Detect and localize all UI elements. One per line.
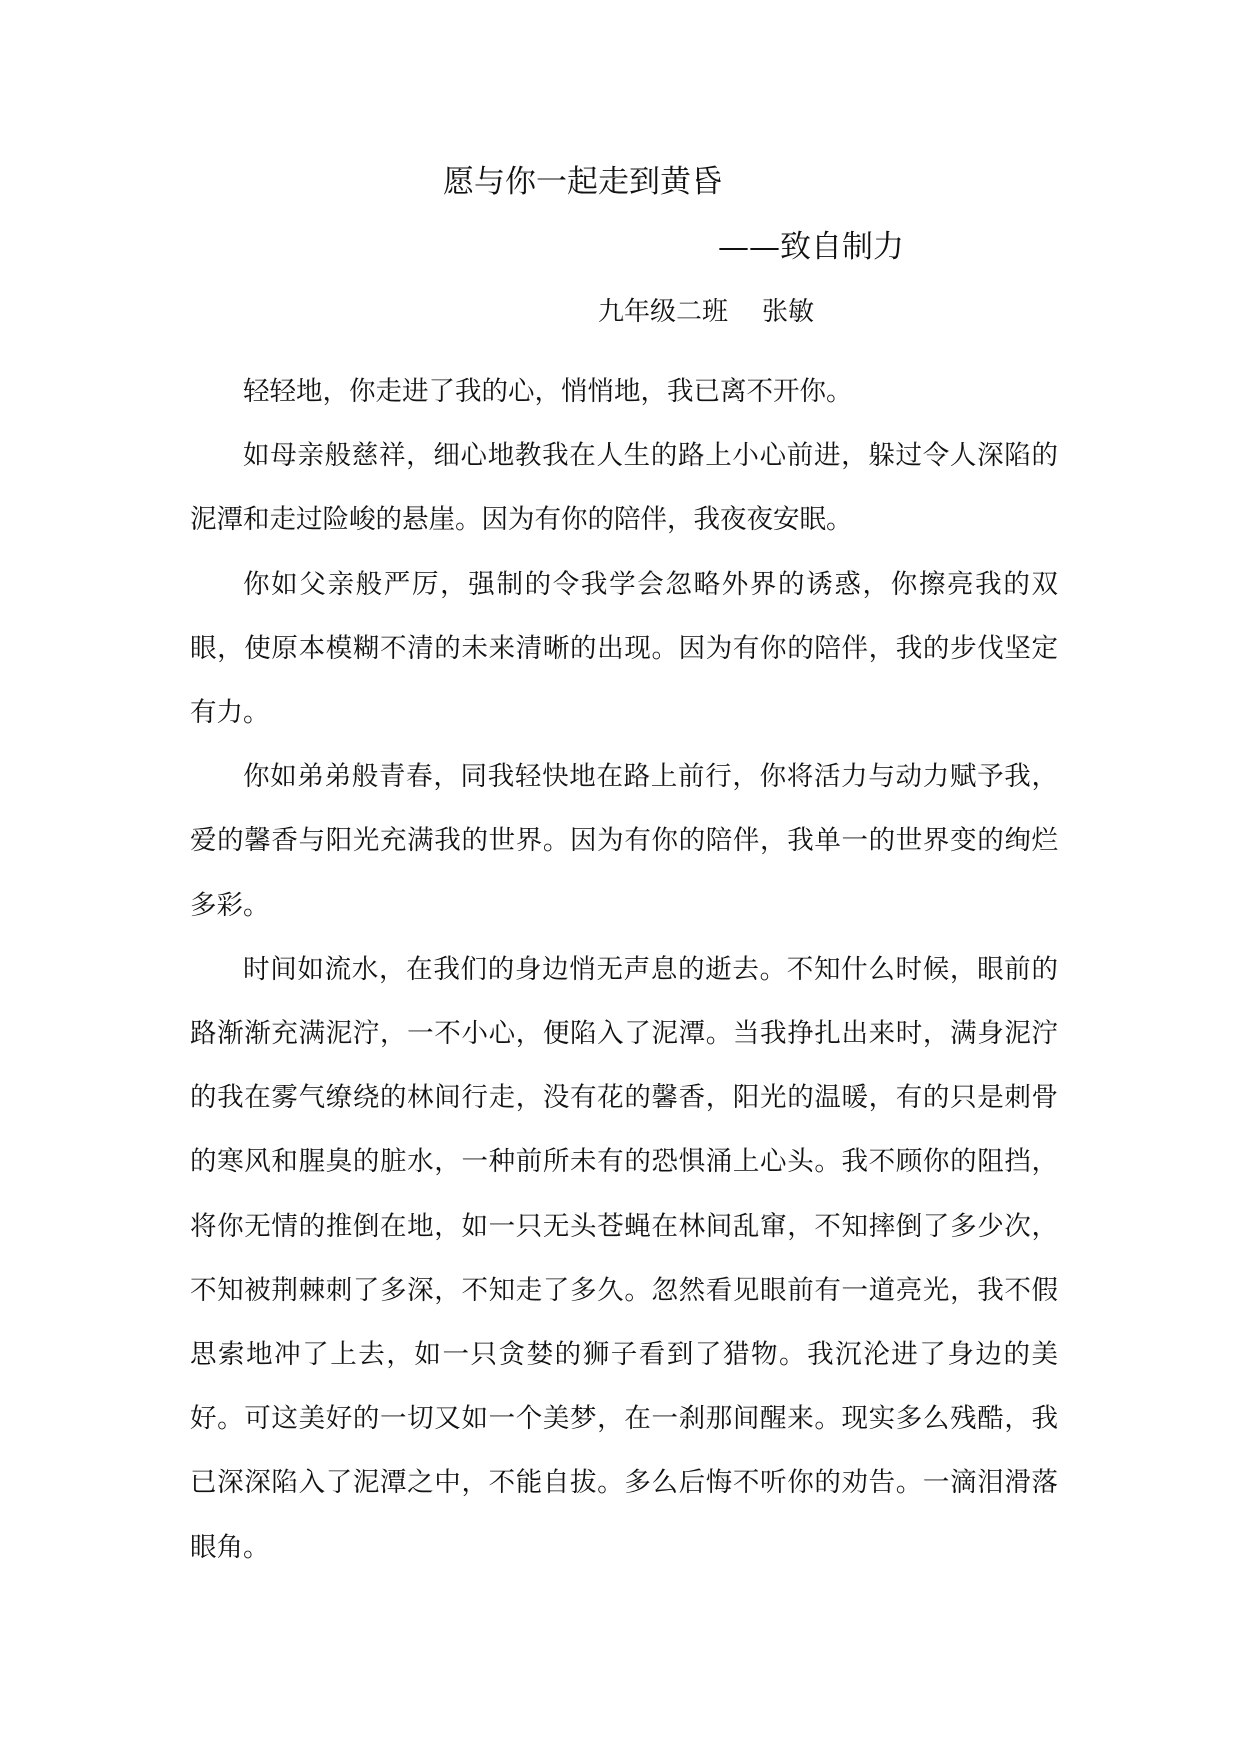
essay-title: 愿与你一起走到黄昏 — [443, 164, 722, 200]
paragraph-2: 如母亲般慈祥，细心地教我在人生的路上小心前进，躲过令人深陷的泥潭和走过险峻的悬崖。因为有你的陪伴，我夜夜安眠。 — [190, 440, 1058, 536]
paragraph-5: 时间如流水，在我们的身边悄无声息的逝去。不知什么时候，眼前的路渐渐充满泥泞，一不小心，便陷入了泥潭。当我挣扎出来时，满身泥泞的我在雾气缭绕的林间行走，没有花的馨香，阳光的温暖，有的只是刺骨的寒风和腥臭的脏水，一种前所未有的恐惧涌上心头。我不顾你的阻挡，将你无情的推倒在地，如一只无头苍蝇在林间乱窜，不知摔倒了多少次，不知被荆棘刺了多深，不知走了多久。忽然看见眼前有一道亮光，我不假思索地冲了上去，如一只贪婪的狮子看到了猎物。我沉沦进了身边的美好。可这美好的一切又如一个美梦，在一刹那间醒来。现实多么残酷，我已深深陷入了泥潭之中，不能自拔。多么后悔不听你的劝告。一滴泪滑落眼角。 — [190, 953, 1058, 1563]
author-class: 九年级二班 — [598, 297, 729, 327]
paragraph-3: 你如父亲般严厉，强制的令我学会忽略外界的诱惑，你擦亮我的双眼，使原本模糊不清的未来清晰的出现。因为有你的陪伴，我的步伐坚定有力。 — [190, 568, 1058, 729]
paragraph-4: 你如弟弟般青春，同我轻快地在路上前行，你将活力与动力赋予我，爱的馨香与阳光充满我的世界。因为有你的陪伴，我单一的世界变的绚烂多彩。 — [190, 761, 1058, 921]
author-name: 张敏 — [762, 297, 815, 327]
author-byline — [598, 294, 814, 330]
essay-subtitle: ——致自制力 — [718, 229, 904, 265]
essay-body — [190, 360, 1058, 1580]
paragraph-1: 轻轻地，你走进了我的心，悄悄地，我已离不开你。 — [243, 376, 853, 407]
